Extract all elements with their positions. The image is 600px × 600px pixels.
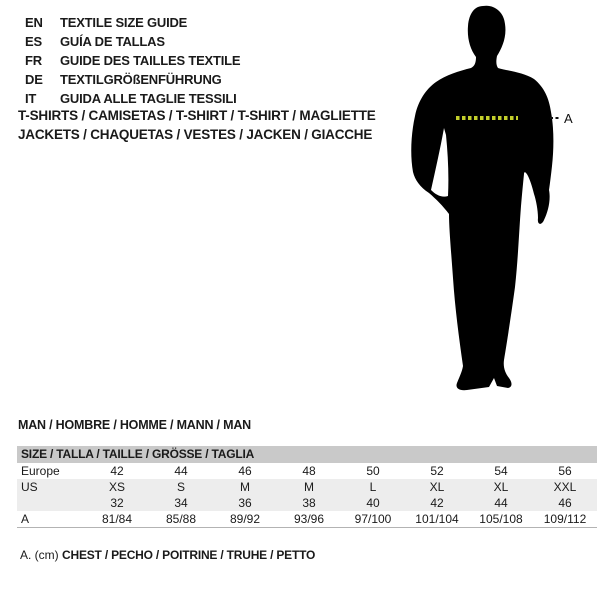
table-cell: XL — [493, 480, 509, 494]
category-line-jackets: JACKETS / CHAQUETAS / VESTES / JACKEN / GIACCHE — [18, 127, 373, 142]
size-table — [17, 446, 597, 528]
table-cell: L — [369, 480, 377, 494]
table-cell: 101/104 — [415, 512, 459, 526]
row-label — [17, 495, 85, 511]
row-label: A — [21, 512, 30, 526]
table-cell: 32 — [110, 496, 124, 510]
language-row — [25, 13, 240, 32]
language-row — [25, 32, 240, 51]
language-code: IT — [25, 91, 37, 106]
table-cell: 54 — [494, 464, 508, 478]
size-table-header: SIZE / TALLA / TAILLE / GRÖSSE / TAGLIA — [17, 446, 597, 463]
language-code: DE — [25, 72, 43, 87]
table-cell: 46 — [558, 496, 572, 510]
size-table-body — [17, 463, 597, 527]
table-cell: 34 — [174, 496, 188, 510]
table-cell: XXL — [553, 480, 577, 494]
language-row — [25, 70, 240, 89]
section-title-man: MAN / HOMBRE / HOMME / MANN / MAN — [18, 418, 251, 432]
table-cell: 38 — [302, 496, 316, 510]
language-row — [25, 51, 240, 70]
measure-label-a: A — [564, 111, 573, 126]
table-cell: 97/100 — [354, 512, 392, 526]
table-cell: 42 — [110, 464, 124, 478]
table-cell: 36 — [238, 496, 252, 510]
language-list — [25, 13, 240, 108]
language-label: GUIDE DES TAILLES TEXTILE — [60, 53, 241, 68]
footnote-text: CHEST / PECHO / POITRINE / TRUHE / PETTO — [62, 548, 316, 562]
table-row — [17, 511, 597, 527]
table-cell: 81/84 — [101, 512, 133, 526]
language-label: GUIDA ALLE TAGLIE TESSILI — [60, 91, 237, 106]
table-cell: 40 — [366, 496, 380, 510]
table-cell: 50 — [366, 464, 380, 478]
table-cell: 42 — [430, 496, 444, 510]
footnote-prefix: A. (cm) — [20, 548, 59, 562]
table-cell: 48 — [302, 464, 316, 478]
table-cell: M — [304, 480, 314, 494]
table-cell: M — [240, 480, 250, 494]
table-row — [17, 463, 597, 479]
table-row — [17, 495, 597, 511]
table-cell: 52 — [430, 464, 444, 478]
language-code: FR — [25, 53, 42, 68]
language-code: EN — [25, 15, 43, 30]
table-cell: XL — [429, 480, 445, 494]
table-cell: 44 — [174, 464, 188, 478]
table-cell: 109/112 — [543, 512, 587, 526]
man-silhouette-figure — [400, 0, 600, 400]
language-label: TEXTILGRÖßENFÜHRUNG — [60, 72, 222, 87]
table-cell: 56 — [558, 464, 572, 478]
language-label: GUÍA DE TALLAS — [60, 34, 165, 49]
man-silhouette — [411, 6, 553, 390]
table-cell: 46 — [238, 464, 252, 478]
language-code: ES — [25, 34, 42, 49]
table-cell: 89/92 — [229, 512, 261, 526]
table-cell: 85/88 — [165, 512, 197, 526]
table-cell: S — [176, 480, 185, 494]
table-cell: XS — [108, 480, 125, 494]
language-label: TEXTILE SIZE GUIDE — [60, 15, 188, 30]
category-titles — [18, 106, 376, 144]
table-row — [17, 479, 597, 495]
row-label: Europe — [21, 464, 60, 478]
table-cell: 105/108 — [479, 512, 523, 526]
category-line-tshirts: T-SHIRTS / CAMISETAS / T-SHIRT / T-SHIRT / MAGLIETTE — [18, 108, 376, 123]
measurement-footnote — [20, 548, 315, 562]
table-cell: 44 — [494, 496, 508, 510]
table-cell: 93/96 — [293, 512, 325, 526]
row-label: US — [21, 480, 38, 494]
